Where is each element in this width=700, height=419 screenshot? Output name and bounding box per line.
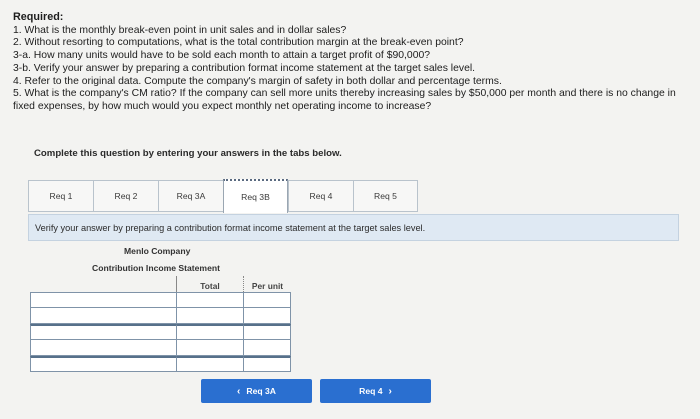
requirement-3a: 3-a. How many units would have to be sold each month to attain a target profit of $90,000? — [13, 50, 431, 62]
tab-req-1[interactable]: Req 1 — [28, 180, 93, 212]
row-label-input[interactable] — [30, 292, 176, 308]
requirement-5: 5. What is the company's CM ratio? If the company can sell more units thereby increasing sales by $50,000 per month and there is no change in fixed expenses, by how much would you expect monthly net operating income to increase? — [13, 88, 676, 112]
prev-req-button[interactable] — [201, 379, 312, 403]
row-label-input[interactable] — [30, 356, 176, 372]
company-name: Menlo Company — [124, 246, 191, 256]
requirement-3b: 3-b. Verify your answer by preparing a contribution format income statement at the target sales level. — [13, 62, 476, 74]
table-row — [30, 292, 291, 308]
instruction-text: Complete this question by entering your answers in the tabs below. — [34, 148, 342, 159]
row-label-input[interactable] — [30, 340, 176, 356]
row-total-input[interactable] — [176, 340, 243, 356]
next-req-label: Req 4 — [359, 386, 383, 396]
chevron-left-icon: ‹ — [237, 385, 241, 397]
table-row — [30, 308, 291, 324]
row-total-input[interactable] — [176, 308, 243, 324]
row-total-input[interactable] — [176, 356, 243, 372]
requirement-4: 4. Refer to the original data. Compute the company's margin of safety in both dollar and percentage terms. — [13, 75, 502, 87]
table-header — [30, 276, 291, 292]
row-total-input[interactable] — [176, 292, 243, 308]
per-unit-column-header: Per unit — [243, 276, 291, 292]
tab-req-3a[interactable]: Req 3A — [158, 180, 223, 212]
income-statement-table — [30, 276, 291, 372]
row-per-unit-input[interactable] — [243, 356, 291, 372]
requirement-2: 2. Without resorting to computations, what is the total contribution margin at the break-even point? — [13, 37, 464, 49]
row-per-unit-input[interactable] — [243, 308, 291, 324]
tab-req-3b[interactable]: Req 3B — [223, 179, 288, 213]
tab-req-4[interactable]: Req 4 — [288, 180, 353, 212]
statement-title: Contribution Income Statement — [92, 263, 220, 273]
requirement-tabs — [28, 180, 418, 214]
requirements-block — [13, 11, 693, 114]
next-req-button[interactable] — [320, 379, 431, 403]
tab-panel-prompt — [28, 214, 679, 241]
prev-req-label: Req 3A — [246, 386, 276, 396]
prompt-text: Verify your answer by preparing a contribution format income statement at the target sales level. — [35, 222, 426, 233]
row-per-unit-input[interactable] — [243, 292, 291, 308]
row-per-unit-input[interactable] — [243, 340, 291, 356]
requirement-1: 1. What is the monthly break-even point in unit sales and in dollar sales? — [13, 24, 347, 36]
tab-req-5[interactable]: Req 5 — [353, 180, 418, 212]
label-column-header — [30, 276, 176, 292]
table-row — [30, 340, 291, 356]
table-row — [30, 324, 291, 340]
row-total-input[interactable] — [176, 324, 243, 340]
chevron-right-icon: › — [388, 385, 392, 397]
table-row — [30, 356, 291, 372]
row-label-input[interactable] — [30, 324, 176, 340]
row-per-unit-input[interactable] — [243, 324, 291, 340]
requirements-heading: Required: — [13, 11, 64, 23]
row-label-input[interactable] — [30, 308, 176, 324]
tab-req-2[interactable]: Req 2 — [93, 180, 158, 212]
total-column-header: Total — [176, 276, 243, 292]
